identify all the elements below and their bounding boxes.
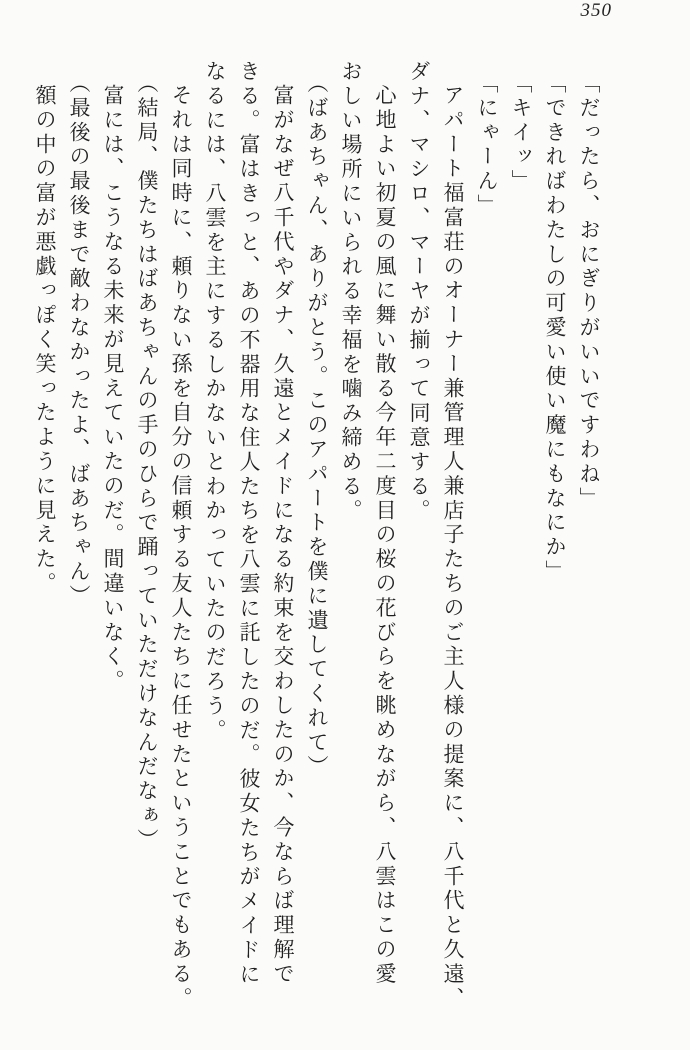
- text-line: ダナ、マシロ、マーヤが揃って同意する。: [407, 60, 431, 524]
- text-line: きる。富はきっと、あの不器用な住人たちを八雲に託したのだ。彼女たちがメイドに: [237, 60, 261, 988]
- vertical-text-block: [28, 60, 606, 1018]
- text-line: （結局、僕たちはばあちゃんの手のひらで踊っていただけなんだなぁ）: [135, 72, 159, 853]
- text-line: 富には、こうなる未来が見えていたのだ。間違いなく。: [101, 84, 125, 694]
- text-line: （最後の最後まで敵わなかったよ、ばあちゃん）: [67, 72, 91, 609]
- text-line: おしい場所にいられる幸福を噛み締める。: [339, 60, 363, 524]
- text-line: 「できればわたしの可愛い使い魔にもなにか」: [543, 72, 567, 585]
- text-line: 心地よい初夏の風に舞い散る今年二度目の桜の花びらを眺めながら、八雲はこの愛: [373, 84, 397, 987]
- text-line: なるには、八雲を主にするしかないとわかっていたのだろう。: [203, 60, 227, 744]
- page-number: 350: [580, 0, 612, 21]
- text-line: 「キイッ」: [509, 72, 533, 194]
- text-line: 額の中の富が悪戯っぽく笑ったように見えた。: [33, 84, 57, 597]
- text-line: 「だったら、おにぎりがいいですわね」: [577, 72, 601, 512]
- text-line: （ばあちゃん、ありがとう。このアパートを僕に遺してくれて）: [305, 72, 329, 780]
- text-line: 「にゃーん」: [475, 72, 499, 219]
- text-line: アパート福富荘のオーナー兼管理人兼店子たちのご主人様の提案に、八千代と久遠、: [441, 84, 465, 1012]
- text-line: それは同時に、頼りない孫を自分の信頼する友人たちに任せたということでもある。: [169, 84, 193, 1012]
- text-line: 富がなぜ八千代やダナ、久遠とメイドになる約束を交わしたのか、今ならば理解で: [271, 84, 295, 987]
